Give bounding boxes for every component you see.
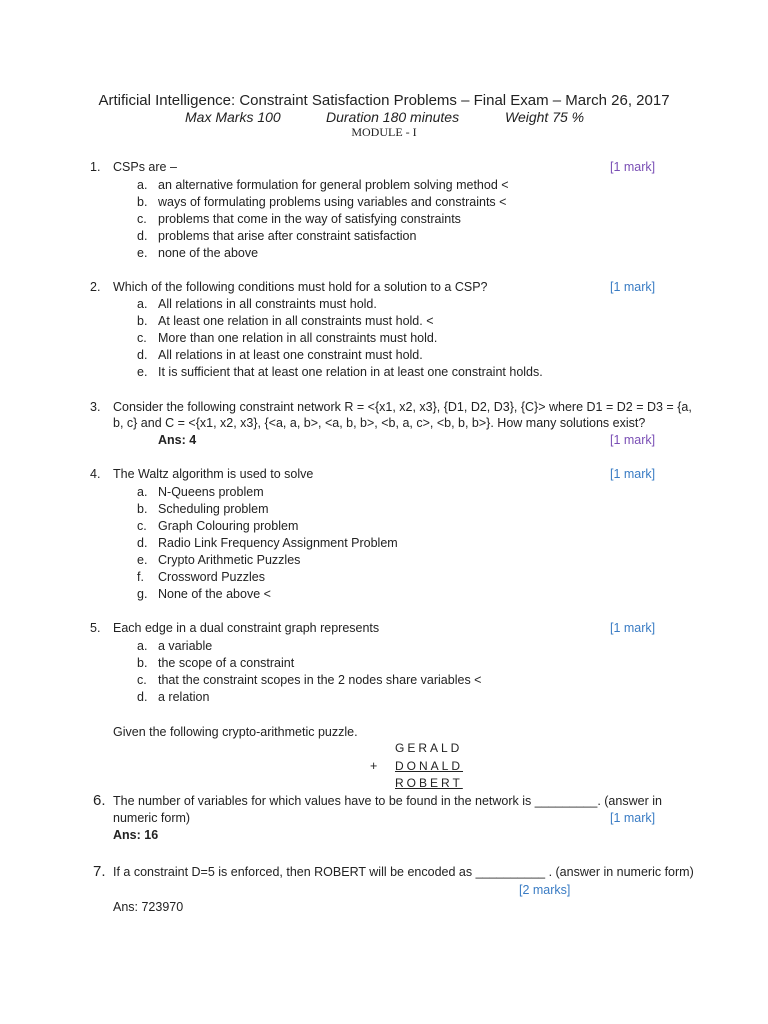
option-text: Crypto Arithmetic Puzzles	[158, 553, 301, 567]
mark-label: [1 mark]	[610, 160, 656, 174]
option-text: More than one relation in all constraints must hold.	[158, 331, 438, 345]
option-text: none of the above	[158, 246, 259, 260]
question-text-line-1: Consider the following constraint network R = <{x1, x2, x3}, {D1, D2, D3}, {C}> where D1 = D2 = D3 = {a,	[113, 400, 692, 414]
option-letter: b.	[137, 502, 148, 516]
option-letter: e.	[137, 553, 148, 567]
question-number: 4.	[90, 467, 101, 481]
question-text: CSPs are –	[113, 160, 177, 174]
option-text: problems that arise after constraint satisfaction	[158, 229, 417, 243]
option-text: Crossword Puzzles	[158, 570, 265, 584]
question-number: 3.	[90, 400, 101, 414]
question-number: 7.	[93, 863, 106, 880]
option-letter: b.	[137, 195, 148, 209]
puzzle-line-gerald: GERALD	[395, 741, 463, 755]
option-text: a variable	[158, 639, 213, 653]
option-letter: c.	[137, 212, 147, 226]
option-letter: a.	[137, 178, 148, 192]
mark-label: [2 marks]	[519, 883, 571, 897]
question-number: 2.	[90, 280, 101, 294]
option-text: None of the above <	[158, 587, 271, 601]
module-heading: MODULE - I	[351, 125, 417, 139]
option-text: that the constraint scopes in the 2 nodes share variables <	[158, 673, 482, 687]
puzzle-intro: Given the following crypto-arithmetic puzzle.	[113, 725, 358, 739]
question-text-line-2: b, c} and C = <{x1, x2, x3}, {<a, a, b>, <a, b, b>, <b, a, c>, <b, b, b>}. How many solutions exist?	[113, 416, 646, 430]
option-text: All relations in at least one constraint must hold.	[158, 348, 423, 362]
question-text: The Waltz algorithm is used to solve	[113, 467, 314, 481]
option-text: N-Queens problem	[158, 485, 264, 499]
option-letter: d.	[137, 536, 148, 550]
question-text-line-2: numeric form)	[113, 811, 191, 825]
option-text: the scope of a constraint	[158, 656, 295, 670]
mark-label: [1 mark]	[610, 621, 656, 635]
question-text-line-1: The number of variables for which values have to be found in the network is _________. (answer in	[113, 794, 662, 808]
option-text: At least one relation in all constraints must hold. <	[158, 314, 434, 328]
weight: Weight 75 %	[505, 109, 585, 125]
option-text: problems that come in the way of satisfying constraints	[158, 212, 461, 226]
option-letter: e.	[137, 365, 148, 379]
question-number: 1.	[90, 160, 101, 174]
answer: Ans: 723970	[113, 900, 184, 914]
option-letter: f.	[137, 570, 144, 584]
mark-label: [1 mark]	[610, 433, 656, 447]
question-text: Which of the following conditions must hold for a solution to a CSP?	[113, 280, 488, 294]
exam-title: Artificial Intelligence: Constraint Satisfaction Problems – Final Exam – March 26, 2017	[98, 92, 670, 109]
option-letter: c.	[137, 673, 147, 687]
option-letter: d.	[137, 690, 148, 704]
option-text: It is sufficient that at least one relation in at least one constraint holds.	[158, 365, 543, 379]
option-letter: d.	[137, 229, 148, 243]
puzzle-plus-sign: +	[370, 759, 378, 773]
option-text: Scheduling problem	[158, 502, 269, 516]
option-text: an alternative formulation for general problem solving method <	[158, 178, 509, 192]
option-text: Graph Colouring problem	[158, 519, 299, 533]
mark-label: [1 mark]	[610, 811, 656, 825]
duration: Duration 180 minutes	[326, 109, 460, 125]
puzzle-line-donald: DONALD	[395, 759, 464, 773]
question-text: Each edge in a dual constraint graph represents	[113, 621, 380, 635]
max-marks: Max Marks 100	[185, 109, 281, 125]
option-text: a relation	[158, 690, 210, 704]
option-text: ways of formulating problems using variables and constraints <	[158, 195, 507, 209]
option-text: All relations in all constraints must hold.	[158, 297, 377, 311]
option-text: Radio Link Frequency Assignment Problem	[158, 536, 398, 550]
option-letter: a.	[137, 639, 148, 653]
option-letter: c.	[137, 519, 147, 533]
option-letter: a.	[137, 485, 148, 499]
question-number: 6.	[93, 792, 106, 809]
option-letter: b.	[137, 314, 148, 328]
mark-label: [1 mark]	[610, 280, 656, 294]
question-number: 5.	[90, 621, 101, 635]
option-letter: a.	[137, 297, 148, 311]
mark-label: [1 mark]	[610, 467, 656, 481]
answer: Ans: 4	[158, 433, 197, 447]
option-letter: d.	[137, 348, 148, 362]
option-letter: c.	[137, 331, 147, 345]
question-text: If a constraint D=5 is enforced, then ROBERT will be encoded as __________ . (answer in numeric form)	[113, 865, 694, 879]
option-letter: b.	[137, 656, 148, 670]
answer: Ans: 16	[113, 828, 159, 842]
puzzle-line-robert: ROBERT	[395, 776, 463, 790]
option-letter: e.	[137, 246, 148, 260]
option-letter: g.	[137, 587, 148, 601]
